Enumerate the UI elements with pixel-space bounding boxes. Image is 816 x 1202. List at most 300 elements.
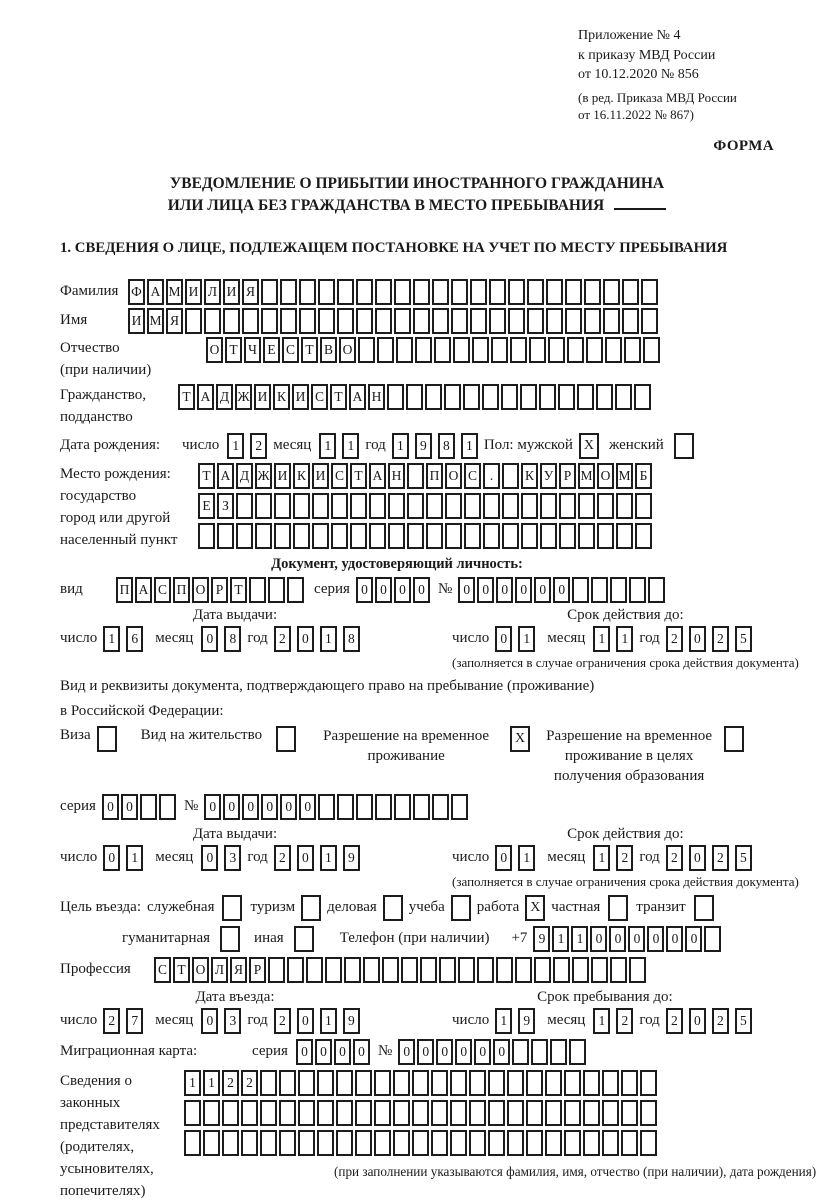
char-cell[interactable] xyxy=(586,337,603,363)
char-cell[interactable]: В xyxy=(320,337,337,363)
char-cell[interactable] xyxy=(507,1100,524,1126)
char-cell[interactable]: 8 xyxy=(224,626,241,652)
char-cell[interactable] xyxy=(260,1130,277,1156)
char-cell[interactable] xyxy=(610,957,627,983)
char-cell[interactable] xyxy=(622,279,639,305)
char-cell[interactable]: 2 xyxy=(222,1070,239,1096)
purpose-other-checkbox[interactable] xyxy=(294,926,314,952)
char-cell[interactable]: И xyxy=(254,384,271,410)
char-cell[interactable]: 0 xyxy=(280,794,297,820)
char-cell[interactable] xyxy=(356,279,373,305)
char-cell[interactable]: 0 xyxy=(297,626,314,652)
char-cell[interactable] xyxy=(387,384,404,410)
sex-female-checkbox[interactable] xyxy=(674,433,694,459)
char-cell[interactable] xyxy=(621,1070,638,1096)
char-cell[interactable]: 2 xyxy=(241,1070,258,1096)
char-cell[interactable] xyxy=(502,463,519,489)
char-cell[interactable]: Ч xyxy=(244,337,261,363)
char-cell[interactable] xyxy=(643,337,660,363)
char-cell[interactable]: С xyxy=(464,463,481,489)
char-cell[interactable]: 3 xyxy=(224,845,241,871)
char-cell[interactable]: 0 xyxy=(334,1039,351,1065)
char-cell[interactable] xyxy=(312,523,329,549)
char-cell[interactable]: 0 xyxy=(685,926,702,952)
char-cell[interactable] xyxy=(184,1100,201,1126)
char-cell[interactable]: Р xyxy=(559,463,576,489)
char-cell[interactable] xyxy=(355,1130,372,1156)
char-cell[interactable] xyxy=(249,577,266,603)
char-cell[interactable] xyxy=(425,384,442,410)
char-cell[interactable]: 0 xyxy=(417,1039,434,1065)
char-cell[interactable]: 0 xyxy=(515,577,532,603)
char-cell[interactable]: 2 xyxy=(616,845,633,871)
char-cell[interactable] xyxy=(559,523,576,549)
char-cell[interactable] xyxy=(526,1100,543,1126)
char-cell[interactable]: Р xyxy=(249,957,266,983)
char-cell[interactable]: Т xyxy=(178,384,195,410)
char-cell[interactable] xyxy=(355,1100,372,1126)
char-cell[interactable] xyxy=(198,523,215,549)
char-cell[interactable] xyxy=(470,279,487,305)
char-cell[interactable] xyxy=(464,523,481,549)
char-cell[interactable] xyxy=(488,1100,505,1126)
char-cell[interactable] xyxy=(375,794,392,820)
char-cell[interactable] xyxy=(369,523,386,549)
char-cell[interactable] xyxy=(407,523,424,549)
char-cell[interactable]: Ф xyxy=(128,279,145,305)
char-cell[interactable]: Я xyxy=(242,279,259,305)
char-cell[interactable]: 0 xyxy=(102,794,119,820)
permit-option-residence-checkbox[interactable] xyxy=(276,726,296,752)
char-cell[interactable] xyxy=(356,308,373,334)
char-cell[interactable]: 0 xyxy=(299,794,316,820)
char-cell[interactable]: 0 xyxy=(477,577,494,603)
char-cell[interactable] xyxy=(567,337,584,363)
char-cell[interactable] xyxy=(298,1100,315,1126)
char-cell[interactable] xyxy=(203,1130,220,1156)
char-cell[interactable] xyxy=(268,577,285,603)
char-cell[interactable] xyxy=(451,794,468,820)
char-cell[interactable] xyxy=(583,1100,600,1126)
char-cell[interactable]: 1 xyxy=(518,845,535,871)
char-cell[interactable] xyxy=(279,1100,296,1126)
char-cell[interactable] xyxy=(260,1100,277,1126)
char-cell[interactable] xyxy=(591,577,608,603)
char-cell[interactable] xyxy=(529,337,546,363)
char-cell[interactable] xyxy=(512,1039,529,1065)
char-cell[interactable]: 1 xyxy=(552,926,569,952)
char-cell[interactable] xyxy=(299,279,316,305)
char-cell[interactable]: Р xyxy=(211,577,228,603)
char-cell[interactable] xyxy=(382,957,399,983)
char-cell[interactable]: 1 xyxy=(593,626,610,652)
char-cell[interactable]: А xyxy=(197,384,214,410)
char-cell[interactable] xyxy=(331,523,348,549)
char-cell[interactable] xyxy=(624,337,641,363)
char-cell[interactable]: 0 xyxy=(353,1039,370,1065)
char-cell[interactable]: О xyxy=(192,577,209,603)
char-cell[interactable] xyxy=(375,279,392,305)
char-cell[interactable] xyxy=(469,1100,486,1126)
char-cell[interactable]: 1 xyxy=(126,845,143,871)
char-cell[interactable]: 7 xyxy=(126,1008,143,1034)
char-cell[interactable] xyxy=(336,1100,353,1126)
char-cell[interactable] xyxy=(507,1070,524,1096)
char-cell[interactable]: 2 xyxy=(666,626,683,652)
char-cell[interactable] xyxy=(337,279,354,305)
char-cell[interactable] xyxy=(463,384,480,410)
char-cell[interactable]: 2 xyxy=(666,845,683,871)
char-cell[interactable]: 0 xyxy=(261,794,278,820)
char-cell[interactable]: 0 xyxy=(201,845,218,871)
char-cell[interactable]: 2 xyxy=(274,1008,291,1034)
char-cell[interactable] xyxy=(489,308,506,334)
char-cell[interactable] xyxy=(280,279,297,305)
char-cell[interactable] xyxy=(602,1100,619,1126)
char-cell[interactable] xyxy=(434,337,451,363)
char-cell[interactable]: 2 xyxy=(250,433,267,459)
char-cell[interactable] xyxy=(603,308,620,334)
char-cell[interactable] xyxy=(413,279,430,305)
char-cell[interactable]: Н xyxy=(388,463,405,489)
char-cell[interactable] xyxy=(488,1070,505,1096)
char-cell[interactable]: 0 xyxy=(628,926,645,952)
char-cell[interactable] xyxy=(356,794,373,820)
purpose-business-checkbox[interactable] xyxy=(383,895,403,921)
char-cell[interactable]: 0 xyxy=(436,1039,453,1065)
char-cell[interactable] xyxy=(565,308,582,334)
char-cell[interactable] xyxy=(635,493,652,519)
char-cell[interactable]: А xyxy=(135,577,152,603)
char-cell[interactable] xyxy=(464,493,481,519)
char-cell[interactable]: 0 xyxy=(315,1039,332,1065)
char-cell[interactable] xyxy=(515,957,532,983)
char-cell[interactable] xyxy=(280,308,297,334)
char-cell[interactable] xyxy=(488,1130,505,1156)
char-cell[interactable]: 1 xyxy=(320,1008,337,1034)
char-cell[interactable] xyxy=(559,493,576,519)
char-cell[interactable]: 8 xyxy=(343,626,360,652)
char-cell[interactable] xyxy=(564,1130,581,1156)
char-cell[interactable]: 0 xyxy=(666,926,683,952)
char-cell[interactable] xyxy=(369,493,386,519)
char-cell[interactable]: О xyxy=(445,463,462,489)
char-cell[interactable] xyxy=(610,577,627,603)
char-cell[interactable] xyxy=(578,493,595,519)
char-cell[interactable] xyxy=(491,337,508,363)
char-cell[interactable]: 1 xyxy=(320,626,337,652)
char-cell[interactable] xyxy=(337,308,354,334)
char-cell[interactable] xyxy=(548,337,565,363)
char-cell[interactable]: О xyxy=(339,337,356,363)
char-cell[interactable] xyxy=(483,523,500,549)
char-cell[interactable] xyxy=(325,957,342,983)
char-cell[interactable] xyxy=(184,1130,201,1156)
char-cell[interactable] xyxy=(318,308,335,334)
char-cell[interactable] xyxy=(336,1130,353,1156)
char-cell[interactable]: 0 xyxy=(121,794,138,820)
char-cell[interactable] xyxy=(413,308,430,334)
char-cell[interactable]: У xyxy=(540,463,557,489)
char-cell[interactable] xyxy=(260,1070,277,1096)
char-cell[interactable] xyxy=(578,523,595,549)
char-cell[interactable] xyxy=(374,1130,391,1156)
char-cell[interactable]: С xyxy=(154,957,171,983)
char-cell[interactable]: О xyxy=(597,463,614,489)
char-cell[interactable] xyxy=(450,1100,467,1126)
char-cell[interactable]: Д xyxy=(216,384,233,410)
char-cell[interactable] xyxy=(318,794,335,820)
char-cell[interactable] xyxy=(634,384,651,410)
char-cell[interactable] xyxy=(241,1100,258,1126)
char-cell[interactable] xyxy=(261,308,278,334)
char-cell[interactable]: 0 xyxy=(297,1008,314,1034)
char-cell[interactable] xyxy=(550,1039,567,1065)
permit-option-education-checkbox[interactable] xyxy=(724,726,744,752)
char-cell[interactable]: М xyxy=(578,463,595,489)
char-cell[interactable] xyxy=(539,384,556,410)
char-cell[interactable] xyxy=(350,493,367,519)
char-cell[interactable]: 9 xyxy=(415,433,432,459)
char-cell[interactable] xyxy=(640,1100,657,1126)
char-cell[interactable] xyxy=(564,1070,581,1096)
char-cell[interactable] xyxy=(242,308,259,334)
char-cell[interactable] xyxy=(616,523,633,549)
char-cell[interactable] xyxy=(444,384,461,410)
char-cell[interactable] xyxy=(531,1039,548,1065)
char-cell[interactable]: 9 xyxy=(343,845,360,871)
char-cell[interactable]: 0 xyxy=(474,1039,491,1065)
char-cell[interactable] xyxy=(274,493,291,519)
char-cell[interactable] xyxy=(236,523,253,549)
char-cell[interactable]: . xyxy=(483,463,500,489)
char-cell[interactable]: Н xyxy=(368,384,385,410)
char-cell[interactable]: И xyxy=(128,308,145,334)
char-cell[interactable]: С xyxy=(282,337,299,363)
char-cell[interactable] xyxy=(159,794,176,820)
char-cell[interactable] xyxy=(412,1100,429,1126)
char-cell[interactable] xyxy=(394,279,411,305)
char-cell[interactable] xyxy=(293,493,310,519)
char-cell[interactable] xyxy=(374,1070,391,1096)
char-cell[interactable]: П xyxy=(426,463,443,489)
char-cell[interactable] xyxy=(396,337,413,363)
char-cell[interactable] xyxy=(223,308,240,334)
char-cell[interactable]: 2 xyxy=(712,1008,729,1034)
char-cell[interactable] xyxy=(279,1070,296,1096)
char-cell[interactable]: 0 xyxy=(493,1039,510,1065)
char-cell[interactable] xyxy=(564,1100,581,1126)
char-cell[interactable] xyxy=(508,308,525,334)
char-cell[interactable] xyxy=(298,1070,315,1096)
char-cell[interactable] xyxy=(545,1070,562,1096)
char-cell[interactable]: 0 xyxy=(375,577,392,603)
char-cell[interactable] xyxy=(572,577,589,603)
char-cell[interactable] xyxy=(450,1070,467,1096)
char-cell[interactable] xyxy=(621,1130,638,1156)
char-cell[interactable] xyxy=(358,337,375,363)
char-cell[interactable]: 1 xyxy=(616,626,633,652)
char-cell[interactable] xyxy=(287,577,304,603)
char-cell[interactable] xyxy=(431,1100,448,1126)
char-cell[interactable] xyxy=(204,308,221,334)
char-cell[interactable] xyxy=(451,279,468,305)
char-cell[interactable]: 0 xyxy=(394,577,411,603)
char-cell[interactable] xyxy=(640,1070,657,1096)
char-cell[interactable] xyxy=(317,1100,334,1126)
char-cell[interactable]: Е xyxy=(263,337,280,363)
char-cell[interactable]: 0 xyxy=(689,1008,706,1034)
char-cell[interactable]: К xyxy=(273,384,290,410)
char-cell[interactable] xyxy=(583,1070,600,1096)
char-cell[interactable] xyxy=(412,1130,429,1156)
char-cell[interactable] xyxy=(641,279,658,305)
char-cell[interactable]: 1 xyxy=(103,626,120,652)
char-cell[interactable]: 0 xyxy=(647,926,664,952)
char-cell[interactable] xyxy=(622,308,639,334)
char-cell[interactable] xyxy=(412,1070,429,1096)
char-cell[interactable] xyxy=(241,1130,258,1156)
char-cell[interactable] xyxy=(621,1100,638,1126)
char-cell[interactable]: И xyxy=(185,279,202,305)
char-cell[interactable] xyxy=(496,957,513,983)
char-cell[interactable]: З xyxy=(217,493,234,519)
char-cell[interactable]: А xyxy=(217,463,234,489)
char-cell[interactable]: О xyxy=(192,957,209,983)
char-cell[interactable]: 0 xyxy=(458,577,475,603)
char-cell[interactable]: И xyxy=(223,279,240,305)
char-cell[interactable]: 2 xyxy=(666,1008,683,1034)
char-cell[interactable]: 0 xyxy=(689,626,706,652)
char-cell[interactable] xyxy=(602,1070,619,1096)
char-cell[interactable]: 0 xyxy=(297,845,314,871)
char-cell[interactable] xyxy=(217,523,234,549)
purpose-transit-checkbox[interactable] xyxy=(694,895,714,921)
char-cell[interactable] xyxy=(569,1039,586,1065)
char-cell[interactable]: Е xyxy=(198,493,215,519)
char-cell[interactable] xyxy=(255,493,272,519)
char-cell[interactable] xyxy=(407,493,424,519)
char-cell[interactable]: 0 xyxy=(204,794,221,820)
char-cell[interactable]: 5 xyxy=(735,626,752,652)
char-cell[interactable] xyxy=(482,384,499,410)
char-cell[interactable] xyxy=(648,577,665,603)
char-cell[interactable]: 1 xyxy=(571,926,588,952)
char-cell[interactable]: 0 xyxy=(223,794,240,820)
purpose-private-checkbox[interactable] xyxy=(608,895,628,921)
char-cell[interactable] xyxy=(635,523,652,549)
char-cell[interactable]: Т xyxy=(230,577,247,603)
purpose-study-checkbox[interactable] xyxy=(451,895,471,921)
char-cell[interactable] xyxy=(431,1130,448,1156)
char-cell[interactable] xyxy=(458,957,475,983)
char-cell[interactable] xyxy=(293,523,310,549)
char-cell[interactable]: 2 xyxy=(103,1008,120,1034)
char-cell[interactable]: 9 xyxy=(518,1008,535,1034)
char-cell[interactable] xyxy=(445,523,462,549)
char-cell[interactable] xyxy=(510,337,527,363)
char-cell[interactable] xyxy=(336,1070,353,1096)
char-cell[interactable] xyxy=(502,523,519,549)
char-cell[interactable]: О xyxy=(206,337,223,363)
char-cell[interactable]: 0 xyxy=(553,577,570,603)
char-cell[interactable] xyxy=(545,1100,562,1126)
sex-male-checkbox[interactable]: X xyxy=(579,433,599,459)
char-cell[interactable] xyxy=(203,1100,220,1126)
char-cell[interactable]: 1 xyxy=(342,433,359,459)
char-cell[interactable]: 8 xyxy=(438,433,455,459)
char-cell[interactable] xyxy=(469,1130,486,1156)
char-cell[interactable] xyxy=(565,279,582,305)
char-cell[interactable] xyxy=(602,1130,619,1156)
char-cell[interactable]: 1 xyxy=(319,433,336,459)
char-cell[interactable]: Т xyxy=(225,337,242,363)
char-cell[interactable] xyxy=(312,493,329,519)
char-cell[interactable] xyxy=(426,523,443,549)
char-cell[interactable] xyxy=(577,384,594,410)
char-cell[interactable] xyxy=(546,279,563,305)
char-cell[interactable]: М xyxy=(616,463,633,489)
char-cell[interactable] xyxy=(337,794,354,820)
char-cell[interactable]: 0 xyxy=(356,577,373,603)
char-cell[interactable]: 1 xyxy=(593,1008,610,1034)
char-cell[interactable]: И xyxy=(274,463,291,489)
char-cell[interactable]: 0 xyxy=(495,626,512,652)
char-cell[interactable]: И xyxy=(292,384,309,410)
char-cell[interactable] xyxy=(393,1100,410,1126)
char-cell[interactable] xyxy=(546,308,563,334)
char-cell[interactable] xyxy=(432,308,449,334)
char-cell[interactable] xyxy=(363,957,380,983)
char-cell[interactable] xyxy=(489,279,506,305)
char-cell[interactable] xyxy=(520,384,537,410)
char-cell[interactable]: С xyxy=(154,577,171,603)
char-cell[interactable] xyxy=(420,957,437,983)
purpose-official-checkbox[interactable] xyxy=(222,895,242,921)
char-cell[interactable]: Л xyxy=(211,957,228,983)
char-cell[interactable] xyxy=(558,384,575,410)
char-cell[interactable] xyxy=(534,957,551,983)
char-cell[interactable]: 0 xyxy=(103,845,120,871)
char-cell[interactable]: С xyxy=(311,384,328,410)
char-cell[interactable] xyxy=(641,308,658,334)
char-cell[interactable] xyxy=(185,308,202,334)
char-cell[interactable] xyxy=(393,1130,410,1156)
char-cell[interactable]: П xyxy=(173,577,190,603)
char-cell[interactable]: 2 xyxy=(274,626,291,652)
char-cell[interactable] xyxy=(596,384,613,410)
char-cell[interactable]: 6 xyxy=(126,626,143,652)
char-cell[interactable] xyxy=(388,493,405,519)
char-cell[interactable]: 1 xyxy=(518,626,535,652)
char-cell[interactable]: Ж xyxy=(235,384,252,410)
char-cell[interactable] xyxy=(583,1130,600,1156)
char-cell[interactable]: 0 xyxy=(201,626,218,652)
char-cell[interactable] xyxy=(317,1070,334,1096)
char-cell[interactable] xyxy=(318,279,335,305)
char-cell[interactable]: Т xyxy=(301,337,318,363)
char-cell[interactable]: 3 xyxy=(224,1008,241,1034)
char-cell[interactable]: Т xyxy=(350,463,367,489)
char-cell[interactable]: 2 xyxy=(712,845,729,871)
char-cell[interactable]: 1 xyxy=(495,1008,512,1034)
char-cell[interactable] xyxy=(540,493,557,519)
char-cell[interactable] xyxy=(432,794,449,820)
char-cell[interactable]: 9 xyxy=(343,1008,360,1034)
char-cell[interactable] xyxy=(299,308,316,334)
char-cell[interactable]: Б xyxy=(635,463,652,489)
char-cell[interactable] xyxy=(640,1130,657,1156)
